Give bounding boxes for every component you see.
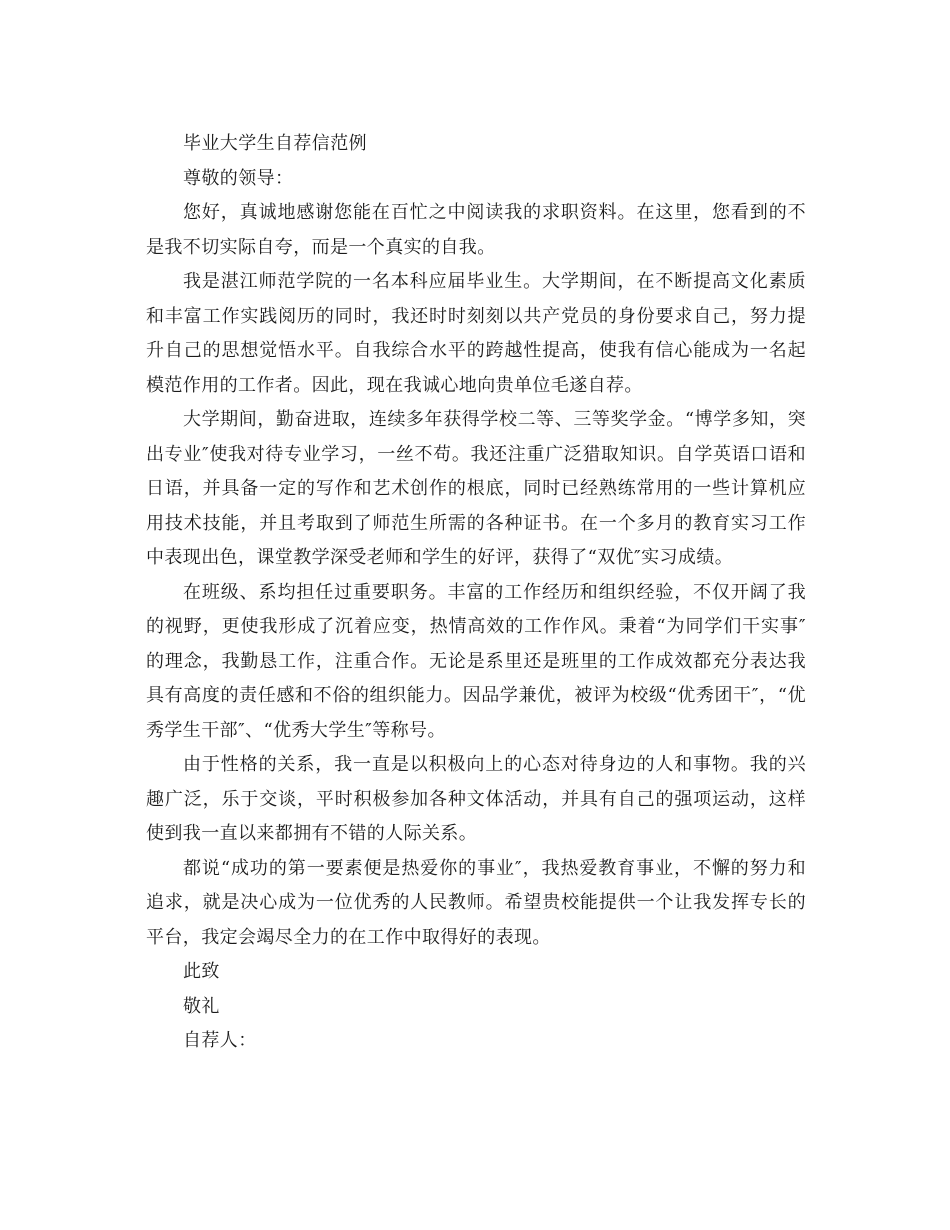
paragraph-work: 在班级、系均担任过重要职务。丰富的工作经历和组织经验，不仅开阔了我的视野，更使我形成了沉着应变，热情高效的工作作风。秉着“为同学们干实事″的理念，我勤恳工作，注重合作。无论是系里还是班里的工作成效都充分表达我具有高度的责任感和不俗的组织能力。因品学兼优，被评为校级“优秀团干″，“优秀学生干部″、“优秀大学生″等称号。 — [146, 581, 806, 741]
signature-line: 自荐人： — [183, 1030, 257, 1051]
letter-salutation: 尊敬的领导： — [183, 167, 294, 189]
closing-line-1: 此致 — [183, 961, 220, 982]
paragraph-introduction: 我是湛江师范学院的一名本科应届毕业生。大学期间，在不断提高文化素质和丰富工作实践阅历的同时，我还时时刻刻以共产党员的身份要求自己，努力提升自己的思想觉悟水平。自我综合水平的跨越性提高，使我有信心能成为一名起模范作用的工作者。因此，现在我诚心地向贵单位毛遂自荐。 — [146, 271, 806, 396]
closing-line-2: 敬礼 — [183, 995, 220, 1017]
letter-body — [146, 127, 806, 1059]
paragraph-personality: 由于性格的关系，我一直是以积极向上的心态对待身边的人和事物。我的兴趣广泛，乐于交谈，平时积极参加各种文体活动，并具有自己的强项运动，这样使到我一直以来都拥有不错的人际关系。 — [146, 754, 806, 844]
paragraph-greeting: 您好，真诚地感谢您能在百忙之中阅读我的求职资料。在这里，您看到的不是我不切实际自夸，而是一个真实的自我。 — [146, 202, 806, 258]
paragraph-study: 大学期间，勤奋进取，连续多年获得学校二等、三等奖学金。“博学多知，突出专业″使我对待专业学习，一丝不苟。我还注重广泛猎取知识。自学英语口语和日语，并具备一定的写作和艺术创作的根底，同时已经熟练常用的一些计算机应用技术技能，并且考取到了师范生所需的各种证书。在一个多月的教育实习工作中表现出色，课堂教学深受老师和学生的好评，获得了“双优″实习成绩。 — [146, 409, 806, 568]
letter-title: 毕业大学生自荐信范例 — [183, 133, 367, 154]
paragraph-aspiration: 都说“成功的第一要素便是热爱你的事业″，我热爱教育事业，不懈的努力和追求，就是决心成为一位优秀的人民教师。希望贵校能提供一个让我发挥专长的平台，我定会竭尽全力的在工作中取得好的表现。 — [146, 857, 806, 948]
